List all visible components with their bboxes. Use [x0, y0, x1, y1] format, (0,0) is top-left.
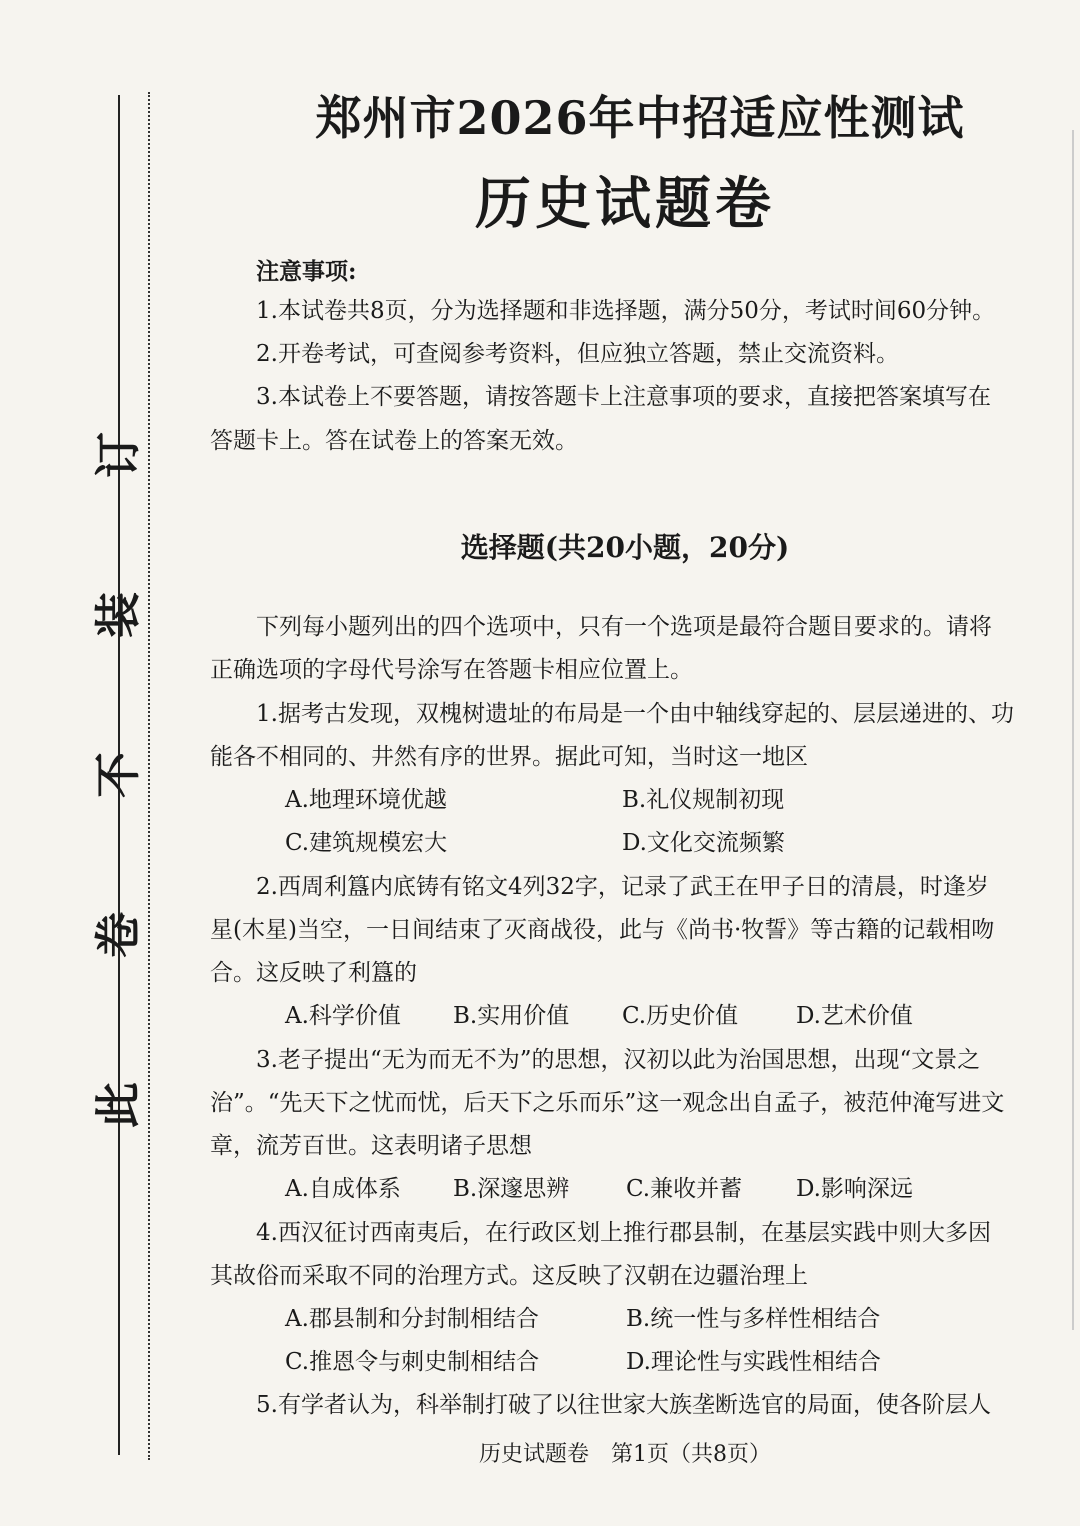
question-2-option: C.历史价值 [622, 1003, 739, 1029]
binding-line-dotted [148, 92, 150, 1460]
question-4-option: B.统一性与多样性相结合 [626, 1306, 881, 1332]
question-1-text: 1.据考古发现，双槐树遗址的布局是一个由中轴线穿起的、层层递进的、功 [256, 701, 1014, 727]
binding-char: 不 [91, 752, 145, 798]
question-3-option: D.影响深远 [796, 1176, 913, 1202]
question-4-text: 其故俗而采取不同的治理方式。这反映了汉朝在边疆治理上 [210, 1263, 808, 1289]
question-2-text: 星(木星)当空，一日间结束了灭商战役，此与《尚书·牧誓》等古籍的记载相吻 [210, 917, 995, 943]
question-2-option: A.科学价值 [285, 1003, 401, 1029]
notice-heading: 注意事项: [256, 258, 357, 285]
question-3-option: C.兼收并蓄 [626, 1176, 743, 1202]
question-3-option: A.自成体系 [285, 1176, 401, 1202]
question-2-option: D.艺术价值 [796, 1003, 913, 1029]
question-2-option: B.实用价值 [453, 1003, 570, 1029]
question-2-text: 合。这反映了利簋的 [210, 960, 417, 986]
question-1-option: D.文化交流频繁 [622, 830, 785, 856]
section-instructions: 下列每小题列出的四个选项中，只有一个选项是最符合题目要求的。请将 [256, 614, 992, 640]
question-3-option: B.深邃思辨 [453, 1176, 570, 1202]
question-1-text: 能各不相同的、井然有序的世界。据此可知，当时这一地区 [210, 744, 808, 770]
notice-item: 2.开卷考试，可查阅参考资料，但应独立答题，禁止交流资料。 [256, 341, 899, 367]
question-3-text: 章，流芳百世。这表明诸子思想 [210, 1133, 532, 1159]
binding-char: 卷 [91, 912, 145, 958]
question-4-option: C.推恩令与刺史制相结合 [285, 1349, 540, 1375]
binding-char: 装 [91, 592, 145, 638]
binding-char: 此 [91, 1082, 145, 1128]
question-3-text: 治”。“先天下之忧而忧，后天下之乐而乐”这一观念出自孟子，被范仲淹写进文 [210, 1090, 1005, 1116]
question-4-text: 4.西汉征讨西南夷后，在行政区划上推行郡县制，在基层实践中则大多因 [256, 1220, 991, 1246]
question-3-text: 3.老子提出“无为而无不为”的思想，汉初以此为治国思想，出现“文景之 [256, 1047, 981, 1073]
section-title: 选择题(共20小题，20分) [460, 531, 790, 564]
notice-item: 1.本试卷共8页，分为选择题和非选择题，满分50分，考试时间60分钟。 [256, 298, 996, 324]
notice-item: 3.本试卷上不要答题，请按答题卡上注意事项的要求，直接把答案填写在 [256, 384, 991, 410]
question-1-option: C.建筑规模宏大 [285, 830, 448, 856]
exam-subject-title: 历史试题卷 [475, 171, 775, 237]
question-1-option: A.地理环境优越 [285, 787, 447, 813]
binding-char: 订 [91, 432, 145, 478]
question-5-text: 5.有学者认为，科举制打破了以往世家大族垄断选官的局面，使各阶层人 [256, 1392, 991, 1418]
page-edge [1072, 130, 1074, 1330]
notice-item: 答题卡上。答在试卷上的答案无效。 [210, 428, 578, 454]
question-1-option: B.礼仪规制初现 [622, 787, 785, 813]
question-4-option: A.郡县制和分封制相结合 [285, 1306, 539, 1332]
section-instructions: 正确选项的字母代号涂写在答题卡相应位置上。 [210, 657, 693, 683]
question-2-text: 2.西周利簋内底铸有铭文4列32字，记录了武王在甲子日的清晨，时逢岁 [256, 874, 989, 900]
exam-title: 郑州市2026年中招适应性测试 [315, 91, 965, 145]
question-4-option: D.理论性与实践性相结合 [626, 1349, 881, 1375]
page-footer: 历史试题卷 第1页（共8页） [479, 1442, 771, 1467]
